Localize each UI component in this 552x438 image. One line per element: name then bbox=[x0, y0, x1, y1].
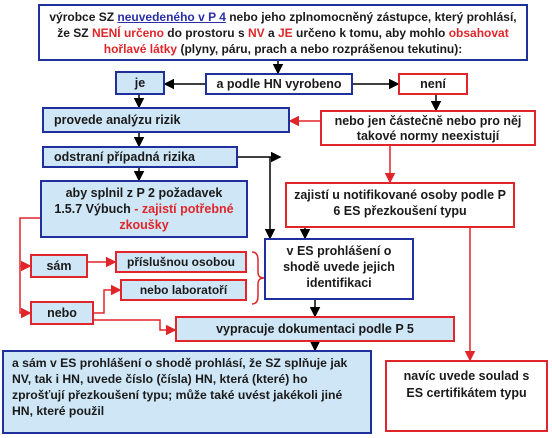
node-p2 bbox=[40, 180, 248, 238]
node-sam-label: sám bbox=[46, 259, 72, 273]
node-neni bbox=[398, 73, 468, 95]
node-p2-red: - zajistí potřebné zkoušky bbox=[119, 202, 234, 232]
node-odstrani bbox=[42, 146, 238, 168]
node-es-prohlaseni-label: v ES prohlášení o shodě uvede jejich identifikaci bbox=[283, 244, 395, 290]
node-navic-label: navíc uvede soulad s ES certifikátem typu bbox=[403, 369, 530, 400]
node-prislusnou bbox=[115, 251, 247, 273]
arrow-nebo-to-doc bbox=[94, 320, 175, 330]
text-segment: (plyny, páru, prach a nebo rozprášenou tekutinu): bbox=[177, 42, 463, 56]
arrow-nebo-to-lab bbox=[94, 290, 120, 313]
node-partial bbox=[320, 110, 536, 146]
node-final-label: a sám v ES prohlášení o shodě prohlásí, že SZ splňuje jak NV, tak i HN, uvede číslo (čísla) HN, která (které) ho zprošťují přezkoušení typu; může také uvést jakékoli jiné HN, které použil bbox=[12, 356, 348, 418]
node-nebo bbox=[30, 301, 94, 325]
node-notif bbox=[285, 182, 515, 228]
text-red: NV bbox=[247, 26, 265, 40]
text-red: NENÍ určeno bbox=[91, 26, 164, 40]
node-laborator bbox=[120, 279, 247, 301]
node-partial-label: nebo jen částečně nebo pro něj takové normy neexistují bbox=[334, 114, 522, 143]
node-es-prohlaseni bbox=[264, 238, 414, 300]
node-je-label: je bbox=[134, 76, 146, 90]
text-segment: do prostoru s bbox=[163, 26, 248, 40]
top-statement bbox=[38, 4, 528, 61]
node-odstrani-label: odstraní případná rizika bbox=[54, 150, 196, 164]
node-p2-label: aby splnil z P 2 požadavek 1.5.7 Výbuch bbox=[54, 186, 223, 216]
node-laborator-label: nebo laboratoří bbox=[139, 283, 228, 297]
text-segment: výrobce SZ bbox=[49, 10, 118, 24]
text-red: JE bbox=[277, 26, 293, 40]
text-link: neuvedeného v P 4 bbox=[117, 10, 226, 24]
node-analyza-label: provede analýzu rizik bbox=[54, 113, 181, 127]
node-neni-label: není bbox=[420, 77, 446, 91]
arrow-p2-to-nebo bbox=[20, 266, 30, 313]
node-dokumentace-label: vypracuje dokumentaci podle P 5 bbox=[216, 322, 414, 336]
node-final bbox=[2, 350, 372, 434]
node-je bbox=[115, 71, 165, 95]
node-prislusnou-label: příslušnou osobou bbox=[127, 255, 235, 269]
node-dokumentace bbox=[175, 316, 455, 342]
node-sam bbox=[30, 254, 88, 278]
text-red: obsahovat hořlavé látky bbox=[103, 26, 509, 56]
node-hn bbox=[205, 73, 353, 95]
node-navic bbox=[385, 360, 548, 432]
brace bbox=[252, 252, 264, 304]
node-nebo-label: nebo bbox=[47, 306, 77, 320]
text-segment: nebo jeho zplnomocněný zástupce, který prohlásí, že SZ bbox=[57, 10, 517, 40]
node-analyza bbox=[42, 107, 290, 133]
text-segment: a bbox=[264, 26, 278, 40]
text-segment: určeno k tomu, aby mohlo bbox=[292, 26, 449, 40]
node-hn-label: a podle HN vyrobeno bbox=[216, 77, 342, 91]
node-notif-label: zajistí u notifikované osoby podle P 6 ES přezkoušení typu bbox=[294, 188, 506, 218]
